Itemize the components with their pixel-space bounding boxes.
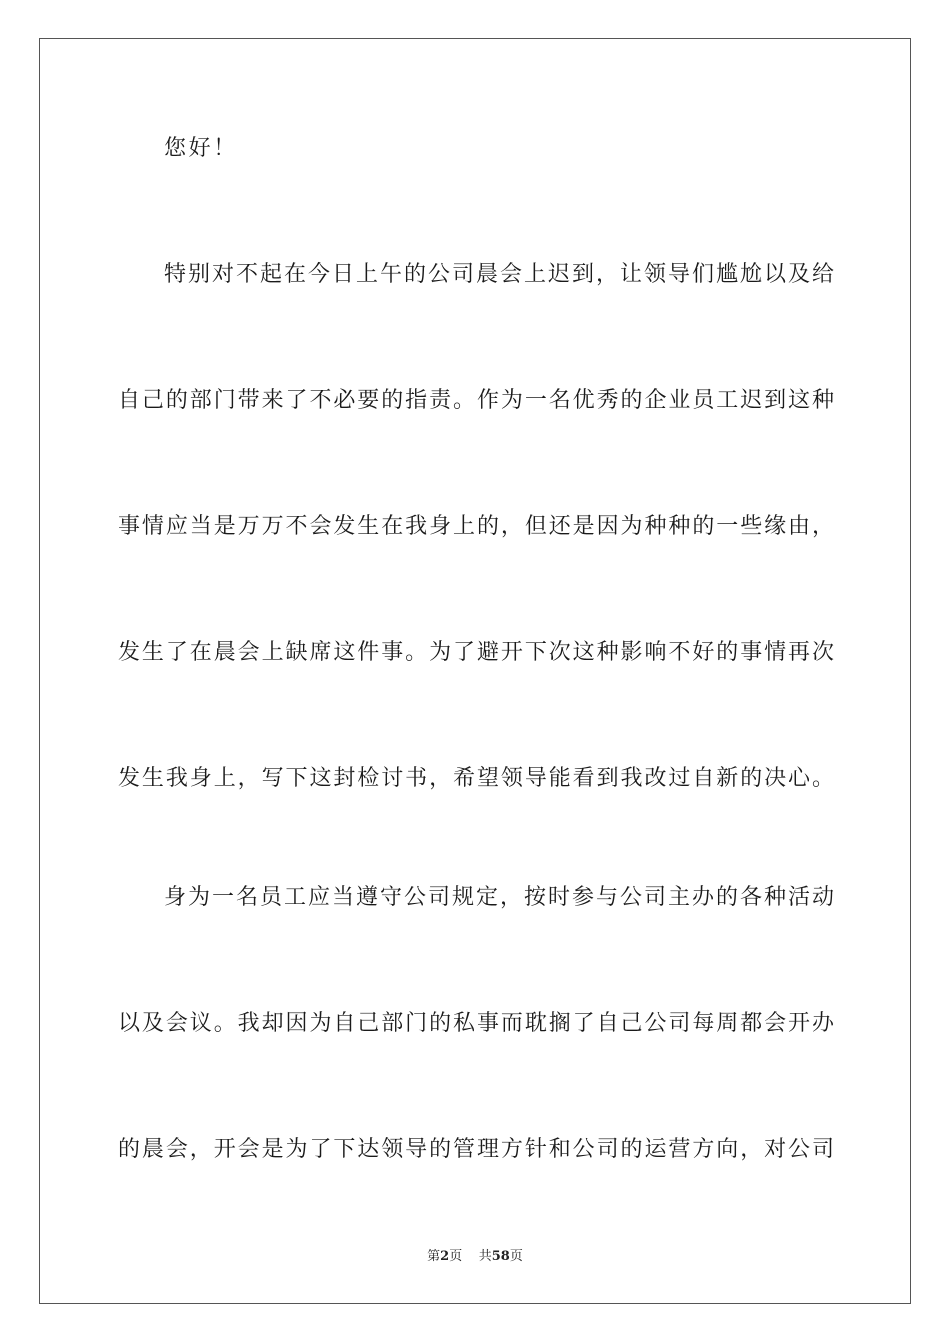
paragraph-2-line-2: 以及会议。我却因为自己部门的私事而耽搁了自己公司每周都会开办: [118, 1011, 834, 1036]
footer-total-suffix: 页: [509, 1249, 523, 1264]
paragraph-1-line-5: 发生我身上，写下这封检讨书，希望领导能看到我改过自新的决心。: [118, 766, 834, 791]
footer-page-suffix: 页: [449, 1249, 463, 1264]
paragraph-1-line-3: 事情应当是万万不会发生在我身上的，但还是因为种种的一些缘由，: [118, 514, 834, 539]
footer-page-prefix: 第: [427, 1249, 441, 1264]
footer-total-prefix: 共: [478, 1249, 492, 1264]
paragraph-2-line-1: 身为一名员工应当遵守公司规定，按时参与公司主办的各种活动: [164, 885, 834, 910]
page-footer: [0, 1248, 950, 1266]
paragraph-1-line-2: 自己的部门带来了不必要的指责。作为一名优秀的企业员工迟到这种: [118, 388, 834, 413]
footer-page-number: 2: [440, 1249, 450, 1264]
paragraph-1-line-4: 发生了在晨会上缺席这件事。为了避开下次这种影响不好的事情再次: [118, 640, 834, 665]
page-border: [39, 38, 911, 1304]
paragraph-1-line-1: 特别对不起在今日上午的公司晨会上迟到，让领导们尴尬以及给: [164, 262, 834, 287]
footer-total-pages: 58: [491, 1249, 510, 1264]
paragraph-2-line-3: 的晨会，开会是为了下达领导的管理方针和公司的运营方向，对公司: [118, 1137, 834, 1162]
greeting: 您好！: [164, 136, 238, 161]
